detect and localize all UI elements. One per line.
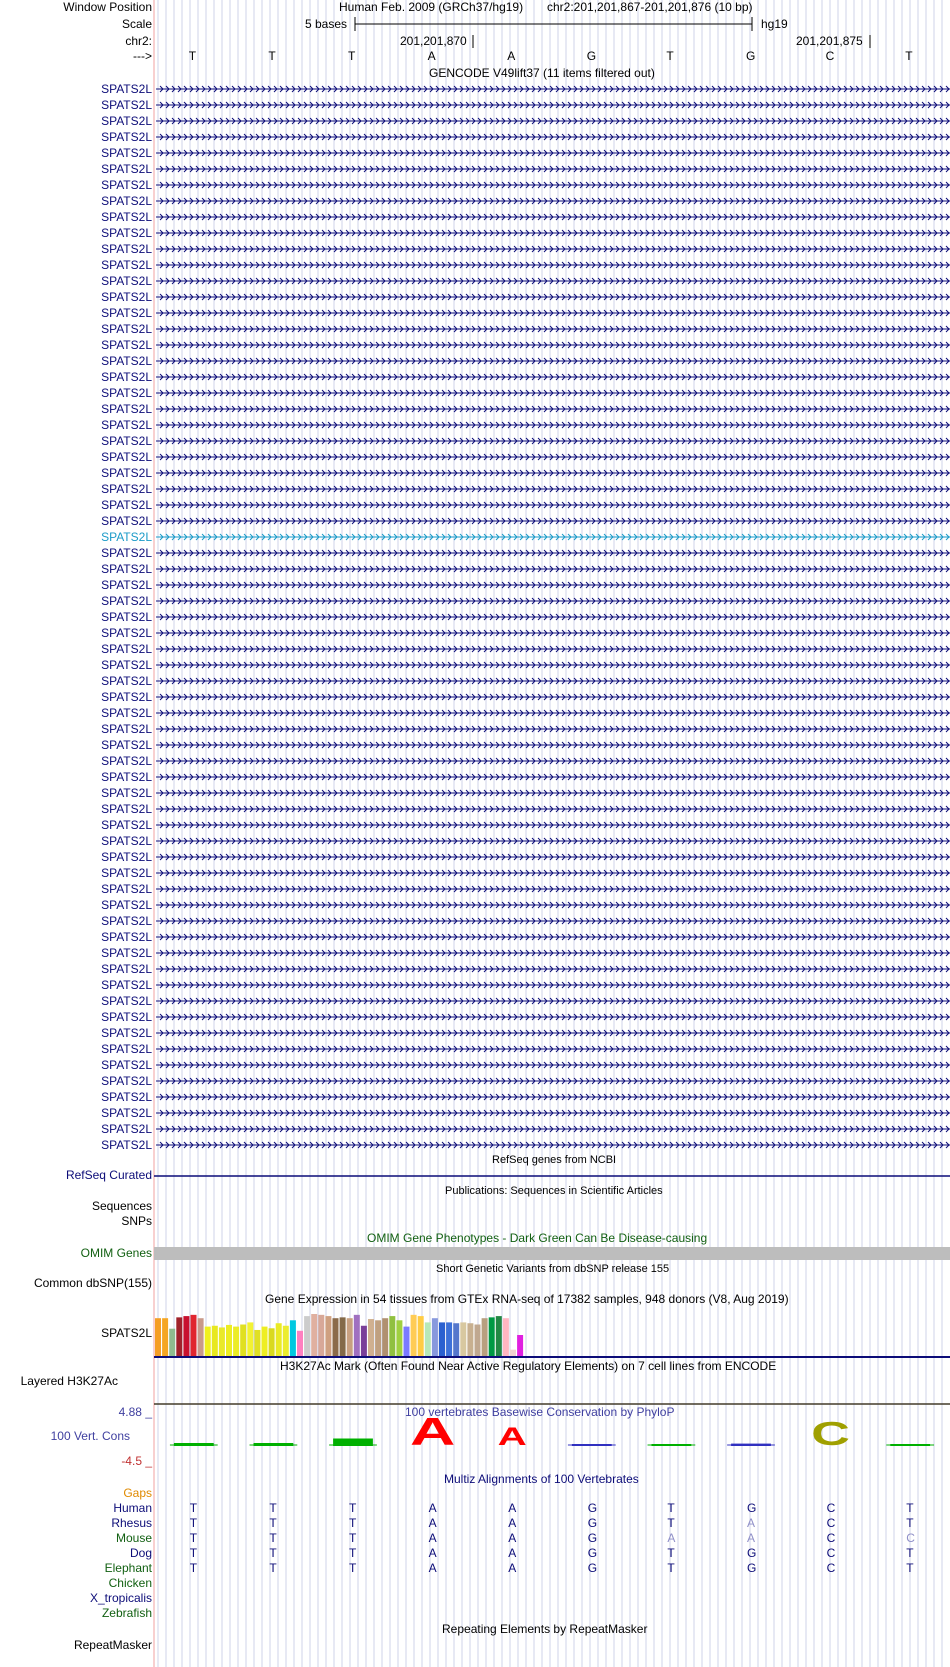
gencode-gene-label[interactable]: SPATS2L	[101, 514, 152, 528]
gtex-tissue-bar	[254, 1330, 260, 1356]
gencode-gene-label[interactable]: SPATS2L	[101, 882, 152, 896]
multiz-base: A	[747, 1531, 756, 1545]
scale-bar-text: 5 bases	[305, 17, 348, 31]
omim-bar	[154, 1247, 950, 1260]
multiz-base: G	[587, 1516, 598, 1530]
multiz-base: T	[269, 1546, 277, 1560]
gencode-gene-label[interactable]: SPATS2L	[101, 1106, 152, 1120]
gtex-tissue-bar	[418, 1316, 424, 1356]
gtex-tissue-bar	[219, 1327, 225, 1356]
gtex-tissue-bar	[389, 1316, 395, 1356]
gencode-gene-label[interactable]: SPATS2L	[101, 930, 152, 944]
multiz-base: T	[667, 1501, 675, 1515]
gtex-tissue-bar	[482, 1318, 488, 1356]
multiz-base: T	[349, 1561, 357, 1575]
gtex-tissue-bar	[375, 1320, 381, 1356]
gencode-gene-label[interactable]: SPATS2L	[101, 530, 152, 544]
multiz-base: T	[189, 1546, 198, 1560]
multiz-base: A	[747, 1516, 756, 1530]
gencode-gene-label[interactable]: SPATS2L	[101, 626, 152, 640]
gencode-gene-label[interactable]: SPATS2L	[101, 1074, 152, 1088]
base-letter: T	[268, 49, 276, 63]
base-letter: G	[586, 49, 597, 63]
publications-label-sequences[interactable]: Sequences	[91, 1199, 152, 1213]
gencode-gene-label[interactable]: SPATS2L	[101, 162, 152, 176]
coordinate-label-1: 201,201,870	[400, 34, 467, 48]
gencode-gene-label[interactable]: SPATS2L	[101, 658, 152, 672]
gtex-tissue-bar	[503, 1318, 509, 1356]
gencode-gene-label[interactable]: SPATS2L	[101, 642, 152, 656]
gencode-gene-label[interactable]: SPATS2L	[101, 114, 152, 128]
gtex-tissue-bar	[432, 1318, 438, 1356]
multiz-base: A	[508, 1546, 517, 1560]
gtex-tissue-bar	[460, 1322, 466, 1356]
dbsnp-track-title: Short Genetic Variants from dbSNP release 155	[436, 1263, 670, 1275]
gencode-gene-label[interactable]: SPATS2L	[101, 178, 152, 192]
h3k27ac-track-label[interactable]: Layered H3K27Ac	[20, 1374, 118, 1388]
multiz-base: T	[189, 1516, 198, 1530]
omim-track-label[interactable]: OMIM Genes	[80, 1246, 152, 1260]
gtex-tissue-bar	[347, 1318, 353, 1356]
multiz-base: T	[906, 1516, 914, 1530]
multiz-base: C	[826, 1546, 836, 1560]
gencode-gene-label[interactable]: SPATS2L	[101, 610, 152, 624]
gencode-gene-label[interactable]: SPATS2L	[101, 306, 152, 320]
gencode-gene-label[interactable]: SPATS2L	[101, 98, 152, 112]
gtex-tissue-bar	[262, 1327, 268, 1356]
multiz-base: T	[667, 1561, 675, 1575]
multiz-base: T	[906, 1546, 914, 1560]
gtex-tissue-bar	[439, 1322, 445, 1356]
multiz-base: C	[906, 1531, 915, 1545]
gencode-gene-label[interactable]: SPATS2L	[101, 274, 152, 288]
gtex-tissue-bar	[290, 1320, 296, 1356]
base-letter: T	[666, 49, 674, 63]
multiz-base: A	[428, 1516, 437, 1530]
multiz-base: T	[269, 1516, 277, 1530]
gtex-tissue-bar	[411, 1315, 417, 1356]
refseq-track-title: RefSeq genes from NCBI	[492, 1154, 617, 1166]
gencode-gene-label[interactable]: SPATS2L	[101, 674, 152, 688]
gtex-tissue-bar	[325, 1316, 331, 1356]
gencode-gene-label[interactable]: SPATS2L	[101, 578, 152, 592]
multiz-base: T	[906, 1561, 914, 1575]
gencode-gene-label[interactable]: SPATS2L	[101, 722, 152, 736]
gencode-gene-label[interactable]: SPATS2L	[101, 130, 152, 144]
gtex-tissue-bar	[311, 1314, 317, 1356]
cons-max-label: 4.88 _	[118, 1405, 152, 1419]
position-text: chr2:201,201,867-201,201,876 (10 bp)	[547, 0, 753, 14]
multiz-base: A	[428, 1561, 437, 1575]
multiz-species-label[interactable]: Dog	[129, 1546, 152, 1560]
gencode-gene-label[interactable]: SPATS2L	[101, 834, 152, 848]
base-letter: A	[507, 49, 516, 63]
gencode-gene-label[interactable]: SPATS2L	[101, 898, 152, 912]
scale-db: hg19	[761, 17, 788, 31]
gtex-tissue-bar	[226, 1325, 232, 1356]
gencode-gene-label[interactable]: SPATS2L	[101, 1138, 152, 1152]
gencode-gene-label[interactable]: SPATS2L	[101, 466, 152, 480]
multiz-base: T	[667, 1546, 675, 1560]
gencode-gene-label[interactable]: SPATS2L	[101, 706, 152, 720]
base-letter: T	[188, 49, 197, 63]
multiz-base: T	[189, 1561, 198, 1575]
multiz-species-label[interactable]: Rhesus	[111, 1516, 152, 1530]
refseq-track-label[interactable]: RefSeq Curated	[65, 1168, 152, 1182]
gencode-gene-label[interactable]: SPATS2L	[101, 82, 152, 96]
multiz-base: T	[906, 1501, 914, 1515]
cons-track-title: 100 vertebrates Basewise Conservation by PhyloP	[405, 1405, 675, 1419]
gencode-gene-label[interactable]: SPATS2L	[101, 594, 152, 608]
gencode-gene-label[interactable]: SPATS2L	[101, 850, 152, 864]
gencode-gene-label[interactable]: SPATS2L	[101, 402, 152, 416]
gencode-gene-label[interactable]: SPATS2L	[101, 786, 152, 800]
multiz-base: C	[826, 1531, 836, 1545]
multiz-base: G	[747, 1501, 757, 1515]
multiz-species-label[interactable]: Zebrafish	[101, 1606, 152, 1620]
multiz-species-label[interactable]: X_tropicalis	[89, 1591, 152, 1605]
gencode-gene-label[interactable]: SPATS2L	[101, 498, 152, 512]
window-position-label: Window Position	[63, 0, 152, 14]
gtex-tissue-bar	[425, 1322, 431, 1356]
gtex-tissue-bar	[517, 1335, 523, 1356]
chrom-label: chr2:	[125, 34, 152, 48]
gencode-gene-label[interactable]: SPATS2L	[101, 738, 152, 752]
gencode-gene-label[interactable]: SPATS2L	[101, 354, 152, 368]
gencode-gene-label[interactable]: SPATS2L	[101, 418, 152, 432]
gencode-gene-label[interactable]: SPATS2L	[101, 1058, 152, 1072]
gencode-gene-label[interactable]: SPATS2L	[101, 546, 152, 560]
multiz-species-label[interactable]: Mouse	[115, 1531, 152, 1545]
gtex-tissue-bar	[510, 1350, 516, 1356]
repeatmasker-track-label[interactable]: RepeatMasker	[73, 1638, 152, 1652]
gtex-tissue-bar	[453, 1323, 459, 1356]
cons-logo-letter: A	[497, 1423, 527, 1451]
gtex-tissue-bar	[205, 1327, 211, 1356]
multiz-base: C	[826, 1561, 836, 1575]
multiz-base: G	[587, 1561, 598, 1575]
multiz-base: C	[826, 1501, 836, 1515]
gtex-tissue-bar	[283, 1326, 289, 1356]
gtex-tissue-bar	[169, 1329, 175, 1356]
gencode-gene-label[interactable]: SPATS2L	[101, 226, 152, 240]
gtex-tissue-bar	[233, 1327, 239, 1356]
gtex-tissue-bar	[212, 1326, 218, 1356]
gtex-tissue-bar	[496, 1316, 502, 1356]
gencode-gene-label[interactable]: SPATS2L	[101, 450, 152, 464]
gtex-tissue-bar	[318, 1315, 324, 1356]
base-letter: A	[427, 49, 436, 63]
gtex-tissue-bar	[240, 1325, 246, 1357]
gencode-gene-label[interactable]: SPATS2L	[101, 962, 152, 976]
gtex-tissue-bar	[489, 1317, 495, 1356]
gtex-tissue-bar	[162, 1318, 168, 1356]
cons-logo-letter: A	[409, 1410, 456, 1454]
gencode-gene-label[interactable]: SPATS2L	[101, 914, 152, 928]
gencode-gene-label[interactable]: SPATS2L	[101, 386, 152, 400]
gencode-gene-label[interactable]: SPATS2L	[101, 770, 152, 784]
multiz-species-label[interactable]: Human	[113, 1501, 152, 1515]
gtex-tissue-bar	[333, 1318, 339, 1356]
multiz-base: A	[428, 1546, 437, 1560]
gtex-tissue-bar	[276, 1323, 282, 1356]
gtex-tissue-bar	[155, 1318, 161, 1356]
multiz-base: A	[508, 1531, 517, 1545]
multiz-species-label[interactable]: Chicken	[108, 1576, 152, 1590]
multiz-base: G	[587, 1501, 598, 1515]
gtex-tissue-bar	[304, 1316, 310, 1356]
gencode-gene-label[interactable]: SPATS2L	[101, 242, 152, 256]
cons-track-label[interactable]: 100 Vert. Cons	[50, 1429, 130, 1443]
base-letter: C	[825, 49, 835, 63]
gencode-gene-label[interactable]: SPATS2L	[101, 1122, 152, 1136]
coordinate-label-2: 201,201,875	[796, 34, 863, 48]
gtex-tissue-bar	[382, 1318, 388, 1356]
multiz-base: T	[667, 1516, 675, 1530]
gtex-tissue-bar	[354, 1315, 360, 1356]
gtex-tissue-bar	[247, 1322, 253, 1356]
gtex-tissue-bar	[475, 1325, 481, 1357]
gtex-tissue-bar	[446, 1322, 452, 1356]
omim-track-title: OMIM Gene Phenotypes - Dark Green Can Be Disease-causing	[367, 1231, 708, 1245]
gencode-gene-label[interactable]: SPATS2L	[101, 754, 152, 768]
gencode-gene-label[interactable]: SPATS2L	[101, 210, 152, 224]
strand-label: --->	[133, 49, 152, 63]
multiz-base: A	[428, 1531, 437, 1545]
multiz-gaps-label: Gaps	[123, 1486, 152, 1500]
gencode-gene-label[interactable]: SPATS2L	[101, 434, 152, 448]
multiz-base: G	[587, 1531, 598, 1545]
gtex-tissue-bar	[396, 1320, 402, 1356]
gencode-gene-label[interactable]: SPATS2L	[101, 1042, 152, 1056]
gencode-gene-label[interactable]: SPATS2L	[101, 482, 152, 496]
assembly-title: Human Feb. 2009 (GRCh37/hg19)	[339, 0, 524, 14]
multiz-base: C	[826, 1516, 836, 1530]
publications-label-snps[interactable]: SNPs	[121, 1214, 152, 1228]
multiz-base: T	[269, 1561, 277, 1575]
gtex-track-title: Gene Expression in 54 tissues from GTEx RNA-seq of 17382 samples, 948 donors (V8, Aug 2019)	[265, 1292, 789, 1306]
gencode-gene-label[interactable]: SPATS2L	[101, 866, 152, 880]
gtex-tissue-bar	[297, 1331, 303, 1356]
scale-label: Scale	[121, 17, 152, 31]
base-letter: G	[746, 49, 756, 63]
multiz-base: T	[189, 1501, 198, 1515]
gtex-tissue-bar	[269, 1328, 275, 1356]
multiz-base: A	[667, 1531, 676, 1545]
multiz-track-title: Multiz Alignments of 100 Vertebrates	[444, 1472, 639, 1486]
multiz-base: G	[747, 1546, 757, 1560]
multiz-base: T	[349, 1501, 357, 1515]
base-letter: T	[905, 49, 913, 63]
gencode-track-title: GENCODE V49lift37 (11 items filtered out)	[429, 66, 655, 80]
multiz-base: G	[747, 1561, 757, 1575]
gtex-tissue-bar	[340, 1317, 346, 1356]
gencode-gene-label[interactable]: SPATS2L	[101, 1026, 152, 1040]
gencode-gene-label[interactable]: SPATS2L	[101, 946, 152, 960]
multiz-base: G	[587, 1546, 598, 1560]
multiz-base: T	[269, 1501, 277, 1515]
gencode-gene-label[interactable]: SPATS2L	[101, 146, 152, 160]
gtex-tissue-bar	[198, 1318, 204, 1356]
multiz-base: T	[349, 1531, 357, 1545]
dbsnp-track-label[interactable]: Common dbSNP(155)	[33, 1276, 152, 1290]
gencode-gene-label[interactable]: SPATS2L	[101, 802, 152, 816]
cons-logo-letter: C	[811, 1415, 851, 1453]
publications-track-title: Publications: Sequences in Scientific Articles	[445, 1185, 663, 1197]
gencode-gene-label[interactable]: SPATS2L	[101, 194, 152, 208]
multiz-base: A	[428, 1501, 437, 1515]
gencode-gene-label[interactable]: SPATS2L	[101, 690, 152, 704]
gencode-gene-label[interactable]: SPATS2L	[101, 322, 152, 336]
gencode-gene-label[interactable]: SPATS2L	[101, 258, 152, 272]
multiz-base: T	[349, 1516, 357, 1530]
gencode-gene-label[interactable]: SPATS2L	[101, 370, 152, 384]
gtex-tissue-bar	[183, 1316, 189, 1356]
gtex-tissue-bar	[368, 1319, 374, 1356]
gencode-gene-label[interactable]: SPATS2L	[101, 1090, 152, 1104]
gtex-tissue-bar	[467, 1323, 473, 1356]
cons-min-label: -4.5 _	[121, 1454, 152, 1468]
gencode-gene-label[interactable]: SPATS2L	[101, 978, 152, 992]
h3k27ac-track-title: H3K27Ac Mark (Often Found Near Active Regulatory Elements) on 7 cell lines from ENCODE	[280, 1359, 777, 1373]
gtex-tissue-bar	[404, 1327, 410, 1356]
multiz-base: A	[508, 1561, 517, 1575]
multiz-species-label[interactable]: Elephant	[104, 1561, 152, 1575]
gencode-gene-label[interactable]: SPATS2L	[101, 994, 152, 1008]
multiz-base: A	[508, 1516, 517, 1530]
gencode-gene-label[interactable]: SPATS2L	[101, 1010, 152, 1024]
multiz-base: T	[269, 1531, 277, 1545]
multiz-base: T	[349, 1546, 357, 1560]
gtex-track-label[interactable]: SPATS2L	[101, 1326, 152, 1340]
gtex-tissue-bar	[176, 1317, 182, 1356]
gencode-gene-label[interactable]: SPATS2L	[101, 338, 152, 352]
gtex-tissue-bar	[361, 1326, 367, 1356]
repeatmasker-track-title: Repeating Elements by RepeatMasker	[442, 1622, 648, 1636]
base-letter: T	[348, 49, 356, 63]
gencode-gene-label[interactable]: SPATS2L	[101, 562, 152, 576]
multiz-base: A	[508, 1501, 517, 1515]
gencode-gene-label[interactable]: SPATS2L	[101, 290, 152, 304]
gtex-tissue-bar	[191, 1315, 197, 1356]
multiz-base: T	[189, 1531, 198, 1545]
gencode-gene-label[interactable]: SPATS2L	[101, 818, 152, 832]
